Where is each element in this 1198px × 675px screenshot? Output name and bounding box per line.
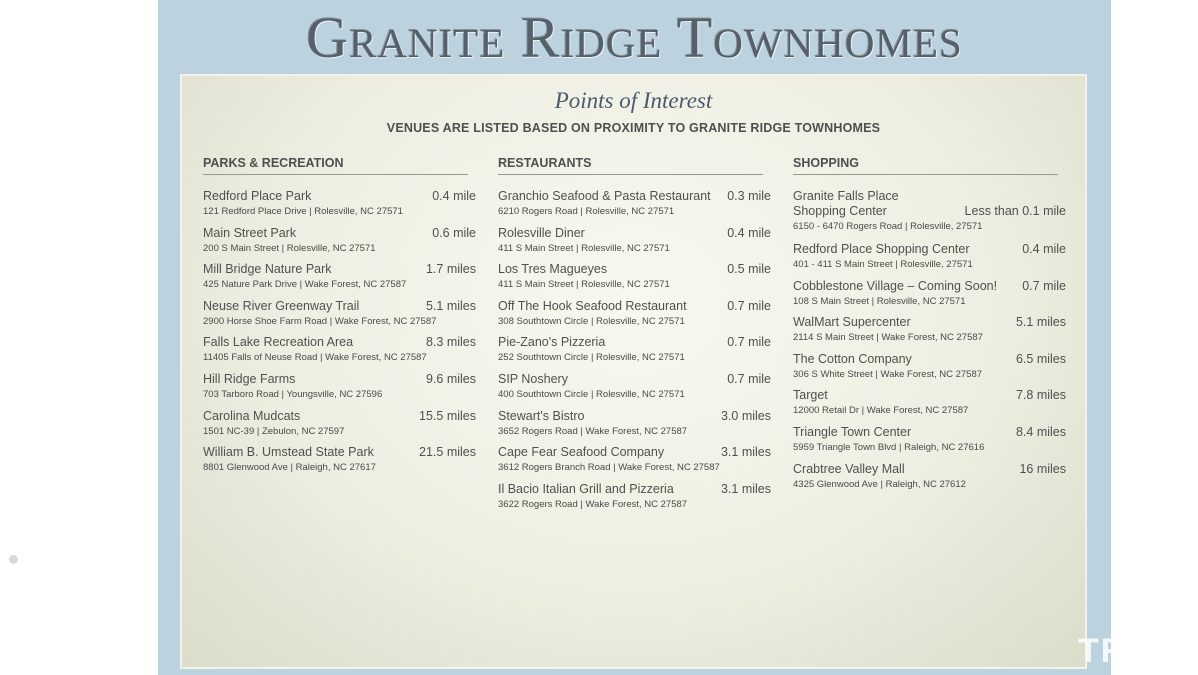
venue-name: Redford Place Park [203,189,312,203]
venue-address: 306 S White Street | Wake Forest, NC 27587 [793,368,983,380]
venue-name: Mill Bridge Nature Park [203,262,332,277]
venue-name: Rolesville Diner [498,225,585,240]
venue-item [498,189,771,226]
venue-item [793,315,1066,352]
venue-item [498,226,771,263]
venue-name: Cobblestone Village – Coming Soon! [793,278,998,293]
venue-name: Redford Place Shopping Center [793,242,970,256]
side-dot [9,555,18,564]
venue-item [203,226,476,263]
venue-item [498,445,771,482]
venue-name: The Cotton Company [793,351,912,366]
venue-address: 121 Redford Place Drive | Rolesville, NC 27571 [203,206,403,217]
venue-address: 12000 Retail Dr | Wake Forest, NC 27587 [793,405,969,417]
venue-name: Pie-Zano's Pizzeria [498,335,606,350]
venue-item [793,388,1066,425]
venue-distance: 8.3 miles [425,335,476,350]
venue-distance: 0.6 mile [432,225,476,240]
venue-address: 411 S Main Street | Rolesville, NC 27571 [498,242,670,254]
venue-distance: Less than 0.1 mile [964,204,1066,218]
venue-list [498,189,771,518]
column-heading: PARKS & RECREATION [203,156,468,175]
venue-name: Falls Lake Recreation Area [203,335,354,350]
venue-name: WalMart Supercenter [793,315,911,330]
venue-distance: 7.8 miles [1015,388,1066,403]
venue-item [793,462,1066,499]
venue-distance: 0.3 mile [727,189,771,203]
venue-item [793,189,1066,242]
venue-item [498,262,771,299]
column-parks [203,156,476,482]
venue-item [793,279,1066,316]
venue-distance: 3.0 miles [720,408,771,423]
venue-item [793,352,1066,389]
venue-name: Il Bacio Italian Grill and Pizzeria [498,481,674,496]
venue-distance: 3.1 miles [720,481,771,496]
venue-item [203,262,476,299]
venue-name: Los Tres Magueyes [498,262,608,277]
venue-name: William B. Umstead State Park [203,445,374,460]
venue-item [793,425,1066,462]
venue-distance: 1.7 miles [425,262,476,277]
venue-item [203,335,476,372]
venue-name: Crabtree Valley Mall [793,461,905,476]
venue-address: 3652 Rogers Road | Wake Forest, NC 27587 [498,425,688,437]
venue-address: 5959 Triangle Town Blvd | Raleigh, NC 27616 [793,441,985,453]
venue-address: 425 Nature Park Drive | Wake Forest, NC 27587 [203,279,407,291]
points-of-interest-panel [180,74,1087,669]
venue-address: 6210 Rogers Road | Rolesville, NC 27571 [498,206,675,217]
venue-name: Stewart's Bistro [498,408,585,423]
venue-distance: 0.7 mile [1022,278,1066,293]
venue-list [203,189,476,482]
venue-address: 703 Tarboro Road | Youngsville, NC 27596 [203,388,383,400]
venue-address: 3612 Rogers Branch Road | Wake Forest, NC 27587 [498,462,720,474]
venue-name: Hill Ridge Farms [203,371,296,386]
venue-address: 200 S Main Street | Rolesville, NC 27571 [203,242,376,254]
poi-heading: Points of Interest [554,88,713,113]
venue-address: 8801 Glenwood Ave | Raleigh, NC 27617 [203,462,376,474]
venue-name: Cape Fear Seafood Company [498,445,665,460]
venue-address: 108 S Main Street | Rolesville, NC 27571 [793,295,966,307]
venue-address: 4325 Glenwood Ave | Raleigh, NC 27612 [793,478,966,490]
venue-item [203,372,476,409]
column-shopping [793,156,1066,498]
venue-item [498,335,771,372]
venue-distance: 9.6 miles [425,371,476,386]
venue-address: 308 Southtown Circle | Rolesville, NC 27571 [498,315,685,327]
venue-name: Main Street Park [203,225,297,240]
venue-address: 1501 NC-39 | Zebulon, NC 27597 [203,425,345,437]
venue-address: 252 Southtown Circle | Rolesville, NC 27571 [498,352,685,364]
venue-item [498,299,771,336]
brand-title: Granite Ridge Townhomes [306,5,963,70]
column-heading: RESTAURANTS [498,156,763,175]
venue-name: Triangle Town Center [793,424,912,439]
venue-distance: 5.1 miles [425,298,476,313]
venue-name: Neuse River Greenway Trail [203,298,360,313]
venue-name: Off The Hook Seafood Restaurant [498,298,687,313]
venue-distance: 8.4 miles [1015,424,1066,439]
venue-list [793,189,1066,498]
venue-name: SIP Noshery [498,371,568,386]
venue-address: 6150 - 6470 Rogers Road | Rolesville, 27571 [793,221,983,232]
venue-distance: 0.7 mile [727,298,771,313]
venue-distance: 0.4 mile [1022,242,1066,256]
venue-item [498,372,771,409]
venue-name: Granite Falls Place [793,189,899,203]
venue-address: 3622 Rogers Road | Wake Forest, NC 27587 [498,498,688,510]
venue-distance: 0.4 mile [727,225,771,240]
venue-item [203,445,476,482]
poi-subheading: VENUES ARE LISTED BASED ON PROXIMITY TO GRANITE RIDGE TOWNHOMES [386,121,881,135]
venue-address: 2114 S Main Street | Wake Forest, NC 27587 [793,332,983,344]
venue-distance: 15.5 miles [419,408,476,423]
venue-name: Carolina Mudcats [203,408,301,423]
venue-address: 401 - 411 S Main Street | Rolesville, 27571 [793,259,973,270]
venue-item [203,409,476,446]
venue-item [498,409,771,446]
venue-address: 400 Southtown Circle | Rolesville, NC 27571 [498,388,685,400]
venue-name: Target [793,388,828,403]
venue-distance: 3.1 miles [720,445,771,460]
venue-name-line2: Shopping Center [793,204,887,218]
venue-address: 411 S Main Street | Rolesville, NC 27571 [498,279,670,291]
venue-distance: 0.5 mile [727,262,771,277]
venue-distance: 21.5 miles [419,445,476,460]
column-heading: SHOPPING [793,156,1058,175]
poster [158,0,1111,675]
venue-distance: 0.7 mile [727,335,771,350]
venue-address: 2900 Horse Shoe Farm Road | Wake Forest, NC 27587 [203,315,437,327]
venue-item [203,189,476,226]
venue-item [498,482,771,519]
venue-name: Granchio Seafood & Pasta Restaurant [498,189,711,203]
venue-distance: 16 miles [1019,461,1066,476]
column-restaurants [498,156,771,518]
watermark: TR [1078,632,1128,670]
venue-item [793,242,1066,279]
venue-distance: 5.1 miles [1015,315,1066,330]
venue-item [203,299,476,336]
venue-distance: 0.4 mile [432,189,476,203]
venue-distance: 0.7 mile [727,371,771,386]
venue-address: 11405 Falls of Neuse Road | Wake Forest, NC 27587 [203,352,427,364]
venue-distance: 6.5 miles [1015,351,1066,366]
